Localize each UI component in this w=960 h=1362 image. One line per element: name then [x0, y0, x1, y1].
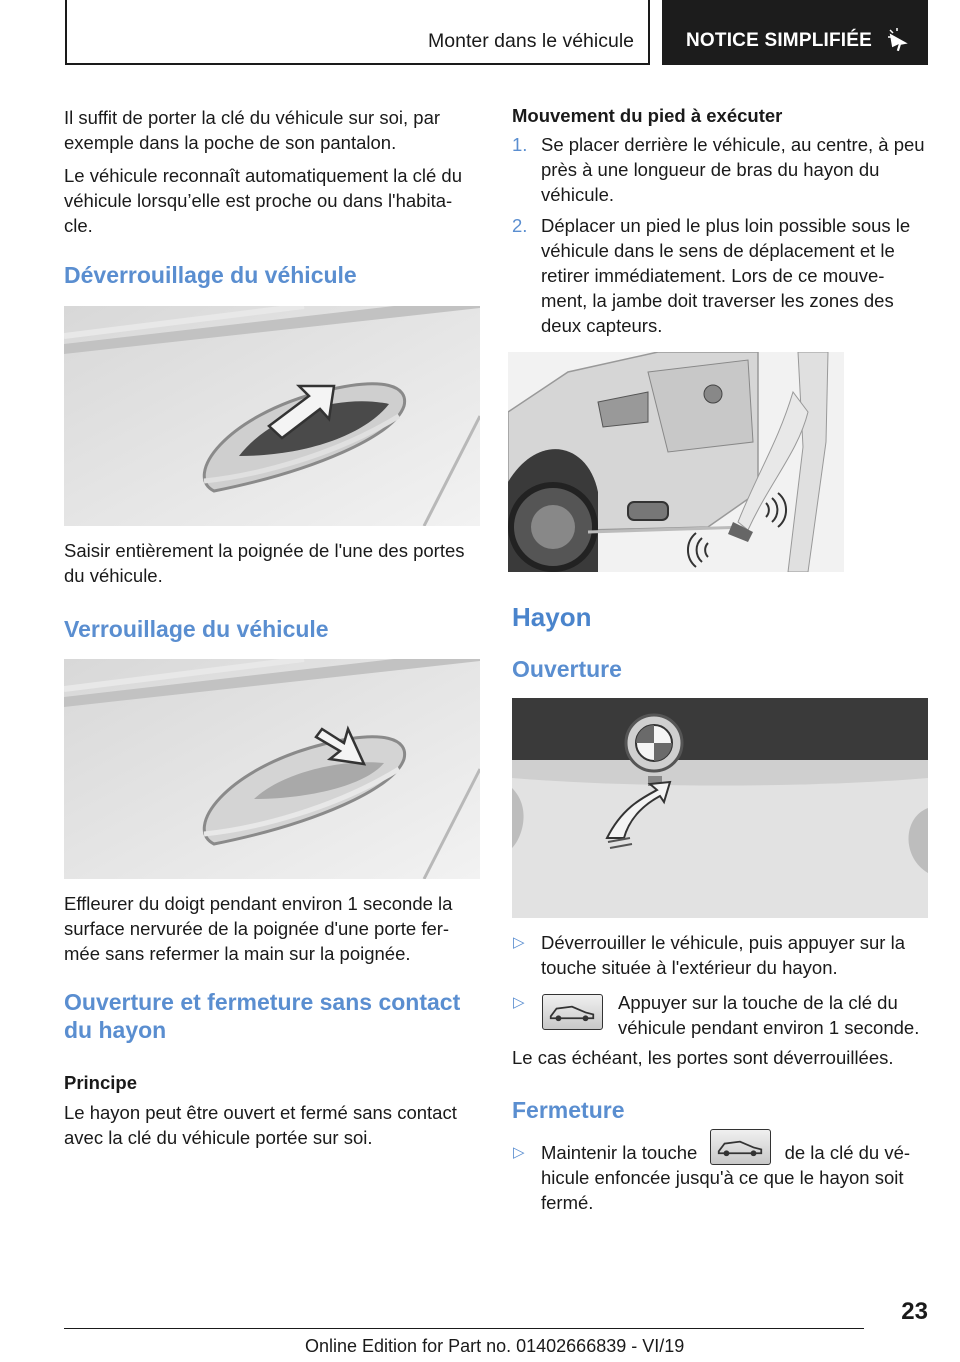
page-number: 23 [901, 1298, 928, 1325]
tailgate-heading: Hayon [512, 602, 592, 632]
bullet-triangle-icon: ▷ [513, 1144, 525, 1161]
header-quick-reference-tab [662, 0, 928, 65]
right-column [512, 100, 928, 1215]
list-item [512, 930, 928, 980]
footer-divider [64, 1328, 864, 1329]
door-handle-grab-illustration [64, 306, 480, 526]
header-section-title: Monter dans le véhicule [428, 30, 634, 52]
step-text: Se placer derrière le véhicule, au centre, à peu près à une longueur de bras du hayon du véhicule. [541, 134, 925, 205]
foot-kick-illustration [508, 352, 844, 572]
unlock-heading: Déverrouillage du véhicule [64, 262, 357, 288]
list-item [512, 1140, 928, 1215]
step-text: Déplacer un pied le plus loin possible sous le véhicule dans le sens de déplacement et le retirer immédiatement. Lors de ce mouve‐ ment, la jambe doit traverser les zones des deux capteurs. [541, 215, 911, 336]
opening-note: Le cas échéant, les portes sont déverrouillées. [512, 1047, 894, 1068]
closing-list [512, 1140, 928, 1215]
bullet-triangle-icon: ▷ [513, 934, 525, 951]
foot-movement-heading: Mouvement du pied à exécuter [512, 105, 783, 126]
list-item [512, 213, 928, 338]
closing-text-before: Maintenir la touche [541, 1142, 698, 1163]
lock-heading: Verrouillage du véhicule [64, 616, 329, 642]
list-item [512, 132, 928, 207]
car-tailgate-icon [711, 1130, 769, 1163]
opening-list [512, 930, 928, 1040]
opening-item-text: Appuyer sur la touche de la clé du véhicule pendant environ 1 seconde. [618, 992, 920, 1038]
contactless-heading: Ouverture et fermeture sans contact du hayon [64, 989, 461, 1043]
lock-caption: Effleurer du doigt pendant environ 1 seconde la surface nervurée de la poignée d'une porte fer‐ mée sans refermer la main sur la poignée. [64, 893, 453, 964]
step-number: 1. [512, 134, 528, 155]
pointer-arrow-icon [887, 27, 911, 53]
foot-steps-list [512, 132, 928, 338]
car-tailgate-icon [543, 995, 601, 1028]
left-column [64, 100, 480, 1150]
list-item [512, 990, 928, 1040]
quick-reference-label: NOTICE SIMPLIFIÉE [686, 30, 873, 51]
bullet-triangle-icon: ▷ [513, 994, 525, 1011]
opening-item-text: Déverrouiller le véhicule, puis appuyer sur la touche située à l'extérieur du hayon. [541, 932, 906, 978]
door-handle-touch-illustration [64, 659, 480, 879]
intro-paragraph-2: Le véhicule reconnaît automatiquement la clé du véhicule lorsqu’elle est proche ou dans l'habita‐ cle. [64, 165, 463, 236]
closing-heading: Fermeture [512, 1097, 625, 1123]
step-number: 2. [512, 215, 528, 236]
tailgate-key-button-icon [542, 994, 603, 1030]
closing-text-after: de la clé du vé‐ hicule enfoncée jusqu'à ce que le hayon soit fermé. [541, 1142, 911, 1214]
edition-text: Online Edition for Part no. 01402666839 - VI/19 [305, 1336, 685, 1356]
opening-heading: Ouverture [512, 656, 622, 682]
principle-heading: Principe [64, 1072, 137, 1093]
intro-paragraph-1: Il suffit de porter la clé du véhicule sur soi, par exemple dans la poche de son pantalon. [64, 107, 441, 153]
header-section-box [65, 0, 650, 65]
tailgate-button-illustration [512, 698, 928, 918]
principle-text: Le hayon peut être ouvert et fermé sans contact avec la clé du véhicule portée sur soi. [64, 1102, 457, 1148]
tailgate-key-button-icon [710, 1129, 771, 1165]
unlock-caption: Saisir entièrement la poignée de l'une des portes du véhicule. [64, 540, 465, 586]
